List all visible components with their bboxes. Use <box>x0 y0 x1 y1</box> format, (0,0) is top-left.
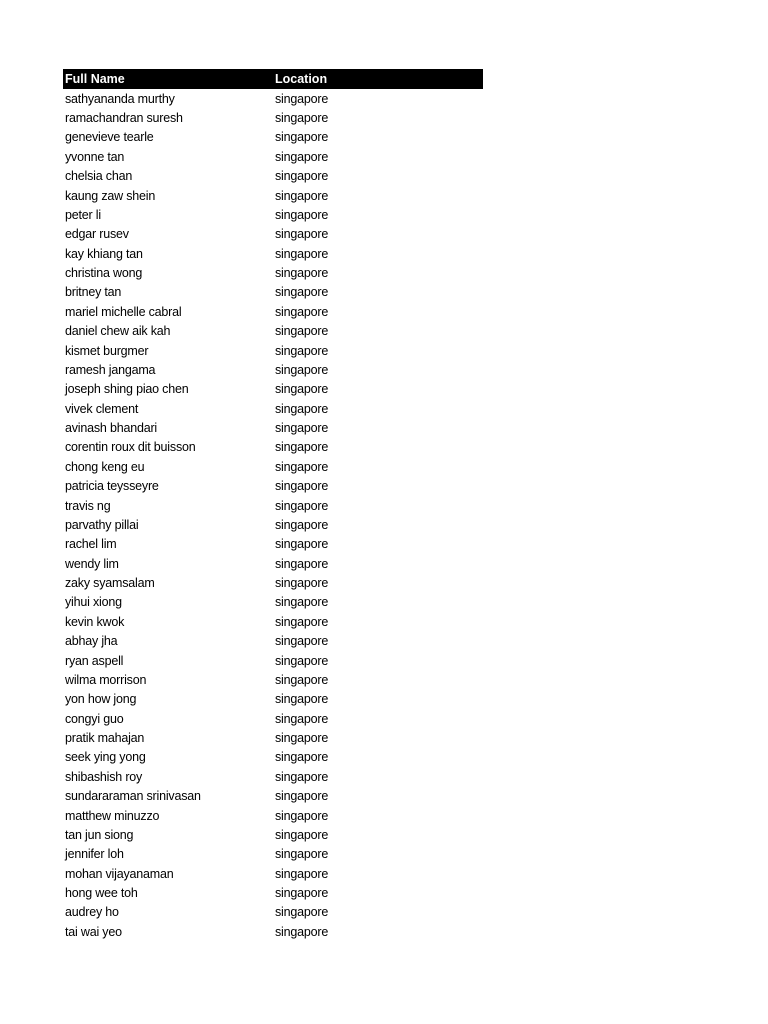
cell-full-name: ramachandran suresh <box>65 111 183 126</box>
cell-location: singapore <box>275 537 329 552</box>
cell-location: singapore <box>275 808 329 823</box>
cell-full-name: jennifer loh <box>65 847 124 862</box>
cell-location: singapore <box>275 556 329 571</box>
cell-full-name: parvathy pillai <box>65 517 139 532</box>
cell-location: singapore <box>275 130 329 145</box>
table-row <box>63 651 483 670</box>
cell-location: singapore <box>275 905 329 920</box>
cell-full-name: joseph shing piao chen <box>65 382 189 397</box>
table-row <box>63 883 483 902</box>
cell-location: singapore <box>275 343 329 358</box>
cell-location: singapore <box>275 188 329 203</box>
table-row <box>63 167 483 186</box>
cell-location: singapore <box>275 149 329 164</box>
cell-location: singapore <box>275 285 329 300</box>
cell-location: singapore <box>275 731 329 746</box>
cell-full-name: kismet burgmer <box>65 343 149 358</box>
table-row <box>63 709 483 728</box>
table-row <box>63 147 483 166</box>
table-row <box>63 380 483 399</box>
cell-full-name: shibashish roy <box>65 769 143 784</box>
cell-full-name: chelsia chan <box>65 169 133 184</box>
cell-location: singapore <box>275 304 329 319</box>
cell-location: singapore <box>275 498 329 513</box>
cell-full-name: audrey ho <box>65 905 119 920</box>
cell-location: singapore <box>275 750 329 765</box>
cell-location: singapore <box>275 111 329 126</box>
cell-full-name: yihui xiong <box>65 595 122 610</box>
header-full-name: Full Name <box>65 72 125 86</box>
cell-full-name: kaung zaw shein <box>65 188 156 203</box>
cell-location: singapore <box>275 421 329 436</box>
table-row <box>63 186 483 205</box>
cell-full-name: kay khiang tan <box>65 246 143 261</box>
cell-full-name: genevieve tearle <box>65 130 154 145</box>
table-row <box>63 922 483 941</box>
table-row <box>63 554 483 573</box>
cell-location: singapore <box>275 227 329 242</box>
table-row <box>63 825 483 844</box>
cell-location: singapore <box>275 324 329 339</box>
table-row <box>63 477 483 496</box>
table-row <box>63 787 483 806</box>
cell-full-name: mohan vijayanaman <box>65 866 174 881</box>
table-row <box>63 263 483 282</box>
table-row <box>63 283 483 302</box>
cell-location: singapore <box>275 614 329 629</box>
table-row <box>63 418 483 437</box>
cell-location: singapore <box>275 866 329 881</box>
cell-full-name: sundararaman srinivasan <box>65 789 201 804</box>
cell-full-name: daniel chew aik kah <box>65 324 171 339</box>
table-row <box>63 748 483 767</box>
cell-full-name: christina wong <box>65 266 143 281</box>
table-row <box>63 225 483 244</box>
cell-location: singapore <box>275 169 329 184</box>
contacts-table <box>63 69 483 942</box>
table-row <box>63 438 483 457</box>
cell-location: singapore <box>275 886 329 901</box>
table-row <box>63 612 483 631</box>
cell-full-name: tai wai yeo <box>65 924 122 939</box>
table-row <box>63 244 483 263</box>
cell-location: singapore <box>275 207 329 222</box>
table-row <box>63 573 483 592</box>
cell-location: singapore <box>275 595 329 610</box>
cell-full-name: patricia teysseyre <box>65 479 159 494</box>
cell-full-name: vivek clement <box>65 401 139 416</box>
cell-location: singapore <box>275 517 329 532</box>
cell-location: singapore <box>275 576 329 591</box>
cell-location: singapore <box>275 362 329 377</box>
cell-full-name: mariel michelle cabral <box>65 304 182 319</box>
cell-full-name: zaky syamsalam <box>65 576 155 591</box>
cell-full-name: edgar rusev <box>65 227 129 242</box>
cell-location: singapore <box>275 711 329 726</box>
cell-full-name: peter li <box>65 207 101 222</box>
table-body <box>63 89 483 942</box>
cell-location: singapore <box>275 827 329 842</box>
cell-full-name: tan jun siong <box>65 827 134 842</box>
cell-full-name: seek ying yong <box>65 750 146 765</box>
cell-full-name: yon how jong <box>65 692 137 707</box>
cell-location: singapore <box>275 672 329 687</box>
cell-full-name: chong keng eu <box>65 459 145 474</box>
cell-full-name: matthew minuzzo <box>65 808 160 823</box>
cell-location: singapore <box>275 653 329 668</box>
cell-location: singapore <box>275 789 329 804</box>
cell-location: singapore <box>275 459 329 474</box>
cell-location: singapore <box>275 440 329 455</box>
table-row <box>63 399 483 418</box>
cell-full-name: wendy lim <box>65 556 119 571</box>
cell-full-name: travis ng <box>65 498 111 513</box>
cell-full-name: sathyananda murthy <box>65 91 175 106</box>
table-row <box>63 767 483 786</box>
table-row <box>63 128 483 147</box>
table-row <box>63 302 483 321</box>
cell-full-name: congyi guo <box>65 711 124 726</box>
table-row <box>63 864 483 883</box>
cell-full-name: ryan aspell <box>65 653 124 668</box>
cell-full-name: wilma morrison <box>65 672 147 687</box>
cell-full-name: corentin roux dit buisson <box>65 440 196 455</box>
cell-full-name: britney tan <box>65 285 122 300</box>
cell-location: singapore <box>275 246 329 261</box>
cell-full-name: rachel lim <box>65 537 117 552</box>
cell-location: singapore <box>275 847 329 862</box>
table-row <box>63 360 483 379</box>
table-row <box>63 515 483 534</box>
cell-full-name: kevin kwok <box>65 614 125 629</box>
table-row <box>63 496 483 515</box>
table-row <box>63 535 483 554</box>
table-row <box>63 903 483 922</box>
table-row <box>63 341 483 360</box>
cell-full-name: avinash bhandari <box>65 421 158 436</box>
cell-full-name: ramesh jangama <box>65 362 156 377</box>
cell-location: singapore <box>275 401 329 416</box>
cell-location: singapore <box>275 692 329 707</box>
table-row <box>63 89 483 108</box>
table-row <box>63 593 483 612</box>
table-row <box>63 670 483 689</box>
table-row <box>63 205 483 224</box>
cell-full-name: pratik mahajan <box>65 731 145 746</box>
cell-location: singapore <box>275 769 329 784</box>
table-header <box>63 69 483 89</box>
table-row <box>63 690 483 709</box>
cell-full-name: abhay jha <box>65 634 118 649</box>
cell-location: singapore <box>275 479 329 494</box>
cell-location: singapore <box>275 634 329 649</box>
cell-full-name: hong wee toh <box>65 886 138 901</box>
cell-location: singapore <box>275 924 329 939</box>
table-row <box>63 457 483 476</box>
table-row <box>63 845 483 864</box>
table-row <box>63 728 483 747</box>
table-row <box>63 322 483 341</box>
table-row <box>63 806 483 825</box>
table-row <box>63 632 483 651</box>
header-location: Location <box>275 72 328 86</box>
cell-location: singapore <box>275 266 329 281</box>
cell-full-name: yvonne tan <box>65 149 125 164</box>
cell-location: singapore <box>275 382 329 397</box>
cell-location: singapore <box>275 91 329 106</box>
table-row <box>63 108 483 127</box>
